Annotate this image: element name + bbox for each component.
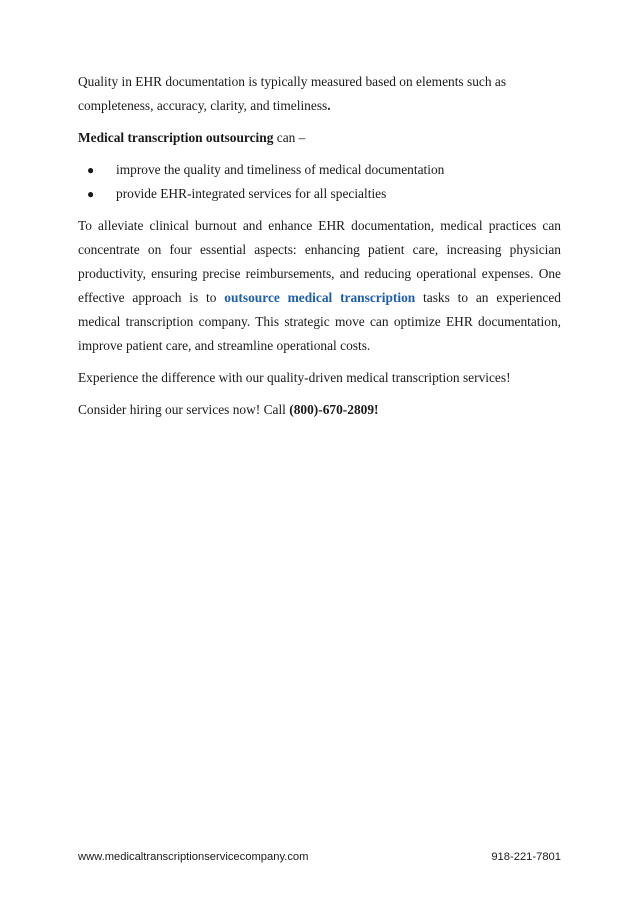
cta-text: Consider hiring our services now! Call (78, 402, 290, 417)
outsource-transcription-link[interactable]: outsource medical transcription (224, 290, 416, 305)
quality-text: Quality in EHR documentation is typically measured based on elements such as completeness, accuracy, clarity, and timeliness (78, 74, 507, 113)
list-item (78, 158, 561, 182)
burnout-text-after: tasks to an experienced medical transcription company. This strategic move can optimize EHR documentation, improve patient care, and streamline operational costs. (78, 290, 561, 353)
footer-phone: 918-221-7801 (491, 851, 561, 863)
quality-paragraph (78, 70, 561, 118)
page-content (78, 70, 561, 422)
cta-paragraph (78, 398, 561, 422)
cta-phone: (800)-670-2809! (289, 402, 379, 417)
list-item (78, 182, 561, 206)
list-item-text: improve the quality and timeliness of medical documentation (116, 162, 445, 177)
bullet-icon: ● (87, 163, 95, 177)
quality-period: . (327, 98, 331, 113)
burnout-paragraph (78, 214, 561, 358)
outsourcing-intro (78, 126, 561, 150)
bullet-icon: ● (87, 187, 95, 201)
benefits-list (78, 158, 561, 206)
page-footer (78, 851, 561, 863)
outsourcing-heading: Medical transcription outsourcing (78, 130, 274, 145)
outsourcing-intro-text: can – (273, 130, 306, 145)
experience-paragraph: Experience the difference with our quality-driven medical transcription services! (78, 370, 511, 385)
list-item-text: provide EHR-integrated services for all specialties (116, 186, 387, 201)
footer-website: www.medicaltranscriptionservicecompany.com (78, 851, 309, 863)
burnout-text-before: To alleviate clinical burnout and enhance EHR documentation, medical practices can concentrate on four essential aspects: enhancing patient care, increasing physician productivity, ensuring precise reimbursements, and reducing operational expenses. One effective approach is to (78, 218, 561, 305)
